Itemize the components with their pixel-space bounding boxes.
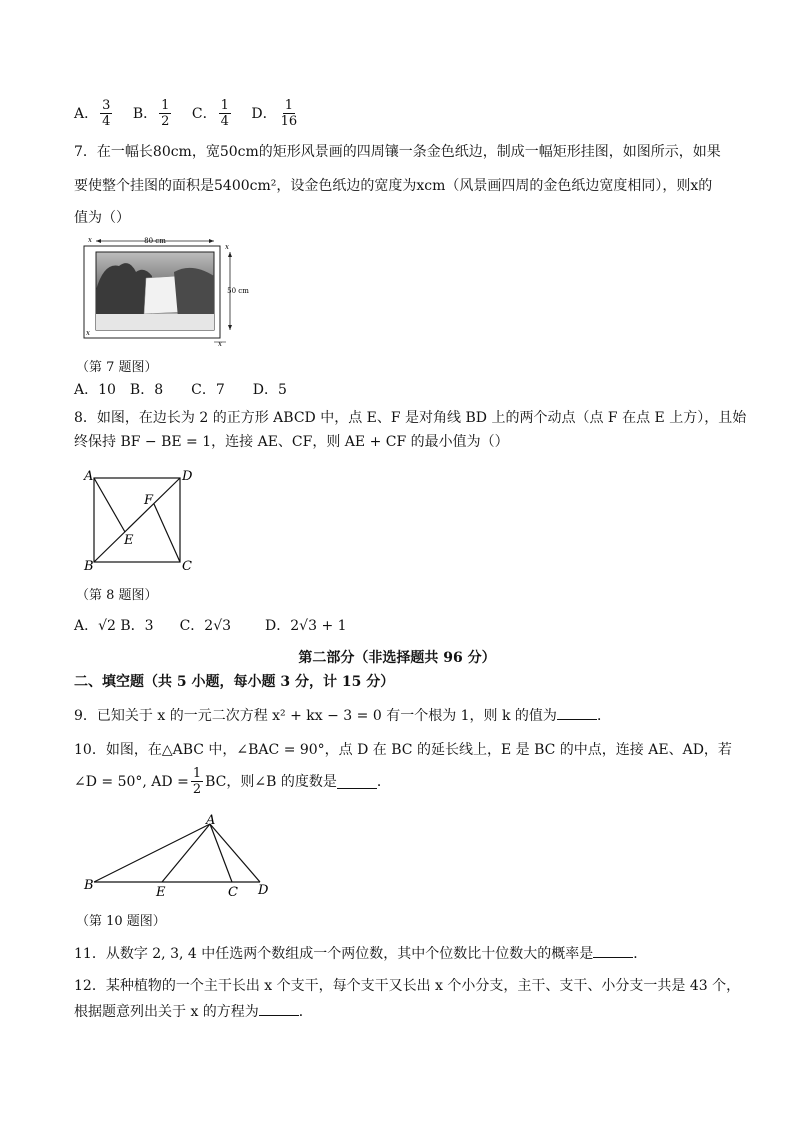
q9-text: 9．已知关于 x 的一元二次方程 x² + kx − 3 = 0 有一个根为 1，则 k 的值为 ． bbox=[74, 708, 611, 724]
height-label: 50 cm bbox=[227, 287, 249, 295]
q7-options: A．10 B．8 C．7 D．5 bbox=[74, 382, 287, 398]
q8-option-c: C．2√3 bbox=[179, 618, 232, 634]
fraction: $\frac{1}{4}$ bbox=[220, 98, 229, 129]
answer-blank bbox=[557, 719, 597, 720]
answer-blank bbox=[593, 957, 633, 958]
q12-text-line1: 12．某种植物的一个主干长出 x 个支干，每个支干又长出 x 个小分支，主干、支干、小分支一共是 43 个， bbox=[74, 978, 741, 994]
q6-option-d: D． $\frac{1}{16}$ bbox=[251, 98, 298, 129]
label-d: D bbox=[258, 883, 269, 898]
x-label: x bbox=[86, 329, 90, 337]
label-a: A bbox=[206, 813, 216, 828]
label-a: A bbox=[84, 469, 94, 484]
fraction: $\frac{1}{16}$ bbox=[280, 98, 298, 129]
q8-options bbox=[74, 616, 347, 636]
q6-option-a: A． $\frac{3}{4}$ bbox=[74, 98, 111, 129]
q7-text-line3: 值为（） bbox=[74, 210, 130, 226]
answer-blank bbox=[337, 774, 377, 789]
x-label: x bbox=[225, 243, 229, 251]
q7-text-line1: 7．在一幅长80cm，宽50cm的矩形风景画的四周镶一条金色纸边，制成一幅矩形挂图，如图所示，如果 bbox=[74, 144, 721, 160]
q12-text-line2: 根据题意列出关于 x 的方程为 ． bbox=[74, 1004, 313, 1020]
q7-caption: （第 7 题图） bbox=[76, 360, 158, 375]
q7-figure bbox=[74, 232, 249, 350]
q8-option-d: D．2√3 + 1 bbox=[265, 618, 347, 634]
right-cliff bbox=[174, 268, 214, 318]
q11-text: 11．从数字 2, 3, 4 中任选两个数组成一个两位数，其中个位数比十位数大的概率是 ． bbox=[74, 946, 648, 962]
segment-ad bbox=[210, 824, 260, 882]
label-e: E bbox=[124, 533, 134, 548]
label-b: B bbox=[84, 559, 94, 574]
q8-figure bbox=[80, 466, 200, 574]
q8-caption: （第 8 题图） bbox=[76, 588, 158, 603]
label-f: F bbox=[144, 493, 154, 508]
fraction: $\frac{1}{2}$ bbox=[192, 766, 202, 797]
label-b: B bbox=[84, 878, 94, 893]
q10-figure bbox=[80, 812, 280, 904]
water bbox=[96, 314, 214, 330]
section-heading: 二、填空题（共 5 小题，每小题 3 分，计 15 分） bbox=[74, 674, 395, 690]
segment-ae bbox=[94, 478, 125, 532]
q8-option-a-b: A．√2 B．3 bbox=[74, 618, 154, 634]
q10-text-line2: ∠D = 50°, AD = $\frac{1}{2}$ BC，则∠B 的度数是 ． bbox=[74, 766, 391, 797]
q8-text-line2: 终保持 BF − BE = 1，连接 AE、CF，则 AE + CF 的最小值为（） bbox=[74, 434, 509, 450]
label-c: C bbox=[182, 559, 192, 574]
width-label: 80 cm bbox=[144, 237, 166, 245]
fraction: $\frac{1}{2}$ bbox=[161, 98, 170, 129]
label-e: E bbox=[156, 885, 166, 900]
x-label: x bbox=[218, 340, 222, 348]
q6-option-b: B． $\frac{1}{2}$ bbox=[132, 98, 170, 129]
x-label: x bbox=[88, 236, 92, 244]
label-c: C bbox=[228, 885, 238, 900]
q6-option-c: C． $\frac{1}{4}$ bbox=[191, 98, 229, 129]
segment-ae bbox=[162, 824, 210, 882]
fraction: $\frac{3}{4}$ bbox=[102, 98, 111, 129]
label-d: D bbox=[182, 469, 193, 484]
q6-options bbox=[74, 98, 315, 129]
diagonal-bd bbox=[94, 478, 180, 562]
q7-text-line2: 要使整个挂图的面积是5400cm²，设金色纸边的宽度为xcm（风景画四周的金色纸边宽度相同），则x的 bbox=[74, 178, 713, 194]
q10-caption: （第 10 题图） bbox=[76, 914, 166, 929]
answer-blank bbox=[259, 1015, 299, 1016]
segment-ac bbox=[210, 824, 232, 882]
segment-cf bbox=[154, 504, 180, 562]
q10-text-line1: 10．如图，在△ABC 中，∠BAC = 90°，点 D 在 BC 的延长线上，E 是 BC 的中点，连接 AE、AD，若 bbox=[74, 742, 732, 758]
segment-ab bbox=[94, 824, 210, 882]
q8-text-line1: 8．如图，在边长为 2 的正方形 ABCD 中，点 E、F 是对角线 BD 上的两个动点（点 F 在点 E 上方），且始 bbox=[74, 410, 747, 426]
part2-title: 第二部分（非选择题共 96 分） bbox=[298, 650, 496, 666]
